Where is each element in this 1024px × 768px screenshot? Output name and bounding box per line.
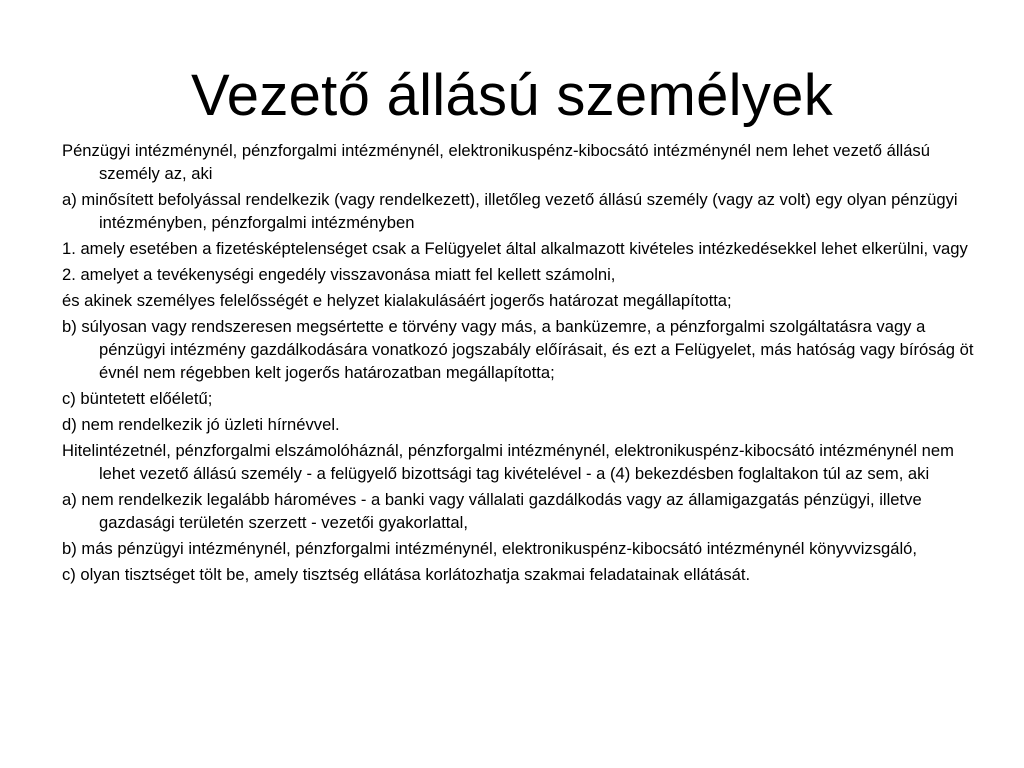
slide-title: Vezető állású személyek [190, 63, 833, 128]
paragraph-subpoint-1-insolvency: 1. amely esetében a fizetésképtelenséget csak a Felügyelet által alkalmazott kivételes intézkedésekkel lehet elkerülni, vagy [62, 239, 968, 258]
paragraph-intro-financial-institutions: Pénzügyi intézménynél, pénzforgalmi intézménynél, elektronikuspénz-kibocsátó intézménynél nem lehet vezető állású személy az, aki [62, 141, 930, 183]
paragraph-point-c-criminal-record: c) büntetett előéletű; [62, 389, 213, 408]
paragraph-point-d-reputation: d) nem rendelkezik jó üzleti hírnévvel. [62, 415, 340, 434]
paragraph-point-b-auditor: b) más pénzügyi intézménynél, pénzforgalmi intézménynél, elektronikuspénz-kibocsátó intézménynél könyvvizsgáló, [62, 539, 918, 558]
paragraph-point-a-qualifying-holding: a) minősített befolyással rendelkezik (vagy rendelkezett), illetőleg vezető állású személy (vagy az volt) egy olyan pénzügyi intézményben, pénzforgalmi intézményben [62, 190, 958, 232]
paragraph-point-a-experience: a) nem rendelkezik legalább hároméves - a banki vagy vállalati gazdálkodás vagy az államigazgatás pénzügyi, illetve gazdasági területén szerzett - vezetői gyakorlattal, [62, 490, 922, 532]
paragraph-intro-credit-institutions: Hitelintézetnél, pénzforgalmi elszámolóháznál, pénzforgalmi intézménynél, elektronikuspénz-kibocsátó intézménynél nem lehet vezető állású személy - a felügyelő bizottsági tag kivételével - a (4) bekezdésben foglaltakon túl az sem, aki [62, 441, 954, 483]
paragraph-subpoint-2-liquidation: 2. amelyet a tevékenységi engedély visszavonása miatt fel kellett számolni, [62, 265, 616, 284]
slide-body [62, 139, 974, 589]
paragraph-point-b-violations: b) súlyosan vagy rendszeresen megsértette e törvény vagy más, a banküzemre, a pénzforgalmi szolgáltatásra vagy a pénzügyi intézmény gazdálkodására vonatkozó jogszabály előírásait, és ezt a Felügyelet, más hatóság vagy bíróság öt évnél nem régebben kelt jogerős határozatban megállapította; [62, 317, 974, 382]
paragraph-personal-liability: és akinek személyes felelősségét e helyzet kialakulásáért jogerős határozat megállapította; [62, 291, 732, 310]
paragraph-point-c-conflicting-position: c) olyan tisztséget tölt be, amely tisztség ellátása korlátozhatja szakmai feladatainak ellátását. [62, 565, 751, 584]
